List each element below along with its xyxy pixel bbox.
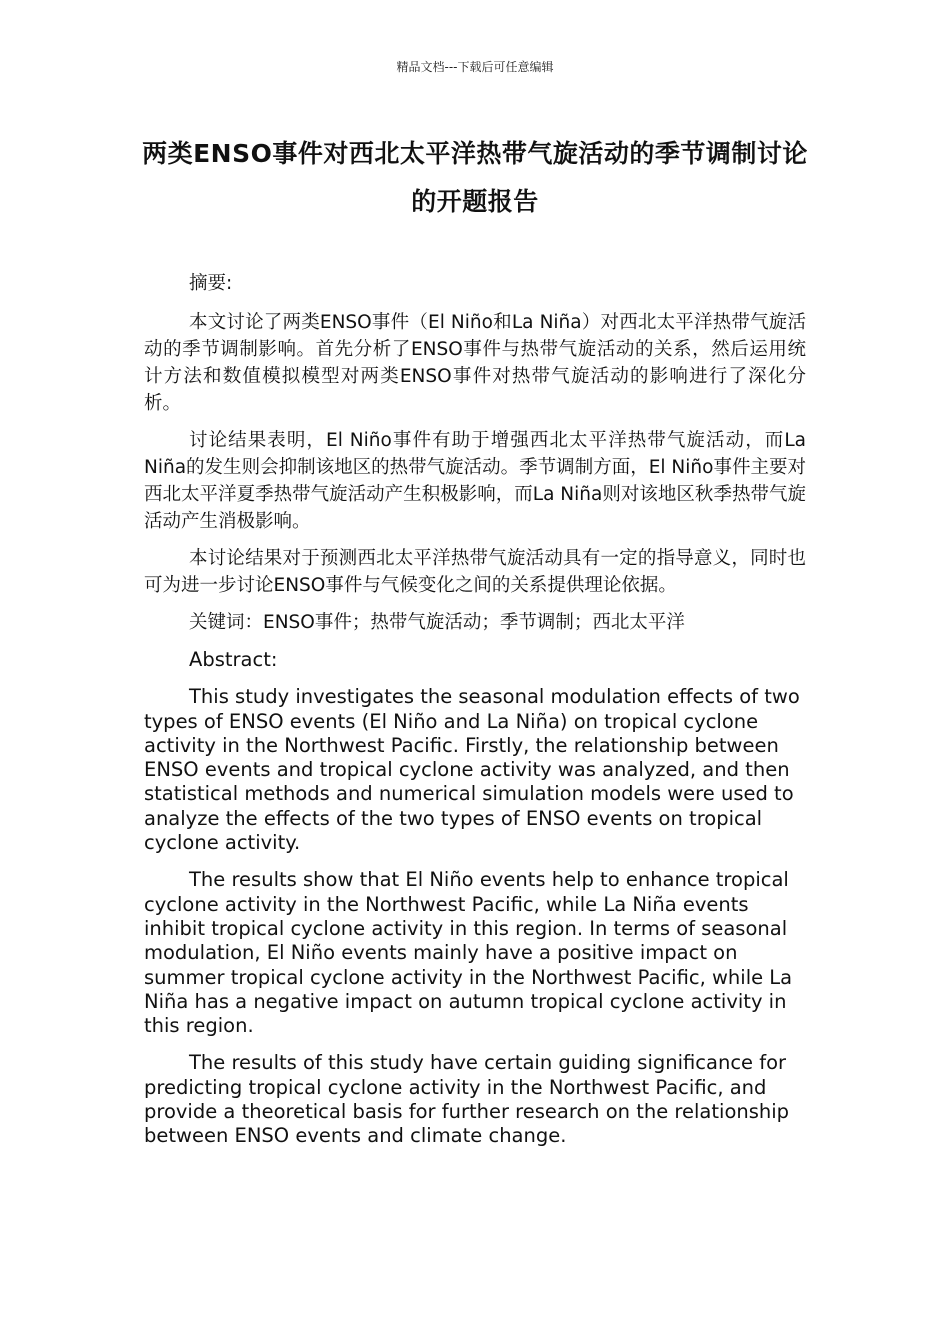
document-body [144,270,806,1162]
abstract-zh-paragraph-1: 本文讨论了两类ENSO事件（El Niño和La Niña）对西北太平洋热带气旋活动的季节调制影响。首先分析了ENSO事件与热带气旋活动的关系，然后运用统计方法和数值模拟模型对两类ENSO事件对热带气旋活动的影响进行了深化分析。 [144,312,806,414]
abstract-en-paragraph-3: The results of this study have certain guiding significance for predicting tropical cyclone activity in the Northwest Pacific, and provide a theoretical basis for further research on the relationship between ENSO events and climate change. [144,1051,790,1148]
abstract-zh-label: 摘要: [189,273,233,294]
abstract-en-label: Abstract: [189,648,278,671]
keywords-zh: 关键词：ENSO事件；热带气旋活动；季节调制；西北太平洋 [189,612,685,633]
abstract-zh-paragraph-3: 本讨论结果对于预测西北太平洋热带气旋活动具有一定的指导意义，同时也可为进一步讨论ENSO事件与气候变化之间的关系提供理论依据。 [144,548,806,596]
header-note: 精品文档---下载后可任意编辑 [396,60,554,74]
document-title: 两类ENSO事件对西北太平洋热带气旋活动的季节调制讨论的开题报告 [142,139,808,216]
abstract-en-paragraph-1: This study investigates the seasonal modulation effects of two types of ENSO events (El Niño and La Niña) on tropical cyclone activity in the Northwest Pacific. Firstly, the relationship between ENSO events and tropical cyclone activity was analyzed, and then statistical methods and numerical simulation models were used to analyze the effects of the two types of ENSO events on tropical cyclone activity. [144,685,800,855]
abstract-en-paragraph-2: The results show that El Niño events help to enhance tropical cyclone activity in the Northwest Pacific, while La Niña events inhibit tropical cyclone activity in this region. In terms of seasonal modulation, El Niño events mainly have a positive impact on summer tropical cyclone activity in the Northwest Pacific, while La Niña has a negative impact on autumn tropical cyclone activity in this region. [144,868,793,1038]
abstract-zh-paragraph-2: 讨论结果表明，El Niño事件有助于增强西北太平洋热带气旋活动，而La Niña的发生则会抑制该地区的热带气旋活动。季节调制方面，El Niño事件主要对西北太平洋夏季热带气旋活动产生积极影响，而La Niña则对该地区秋季热带气旋活动产生消极影响。 [144,430,806,532]
